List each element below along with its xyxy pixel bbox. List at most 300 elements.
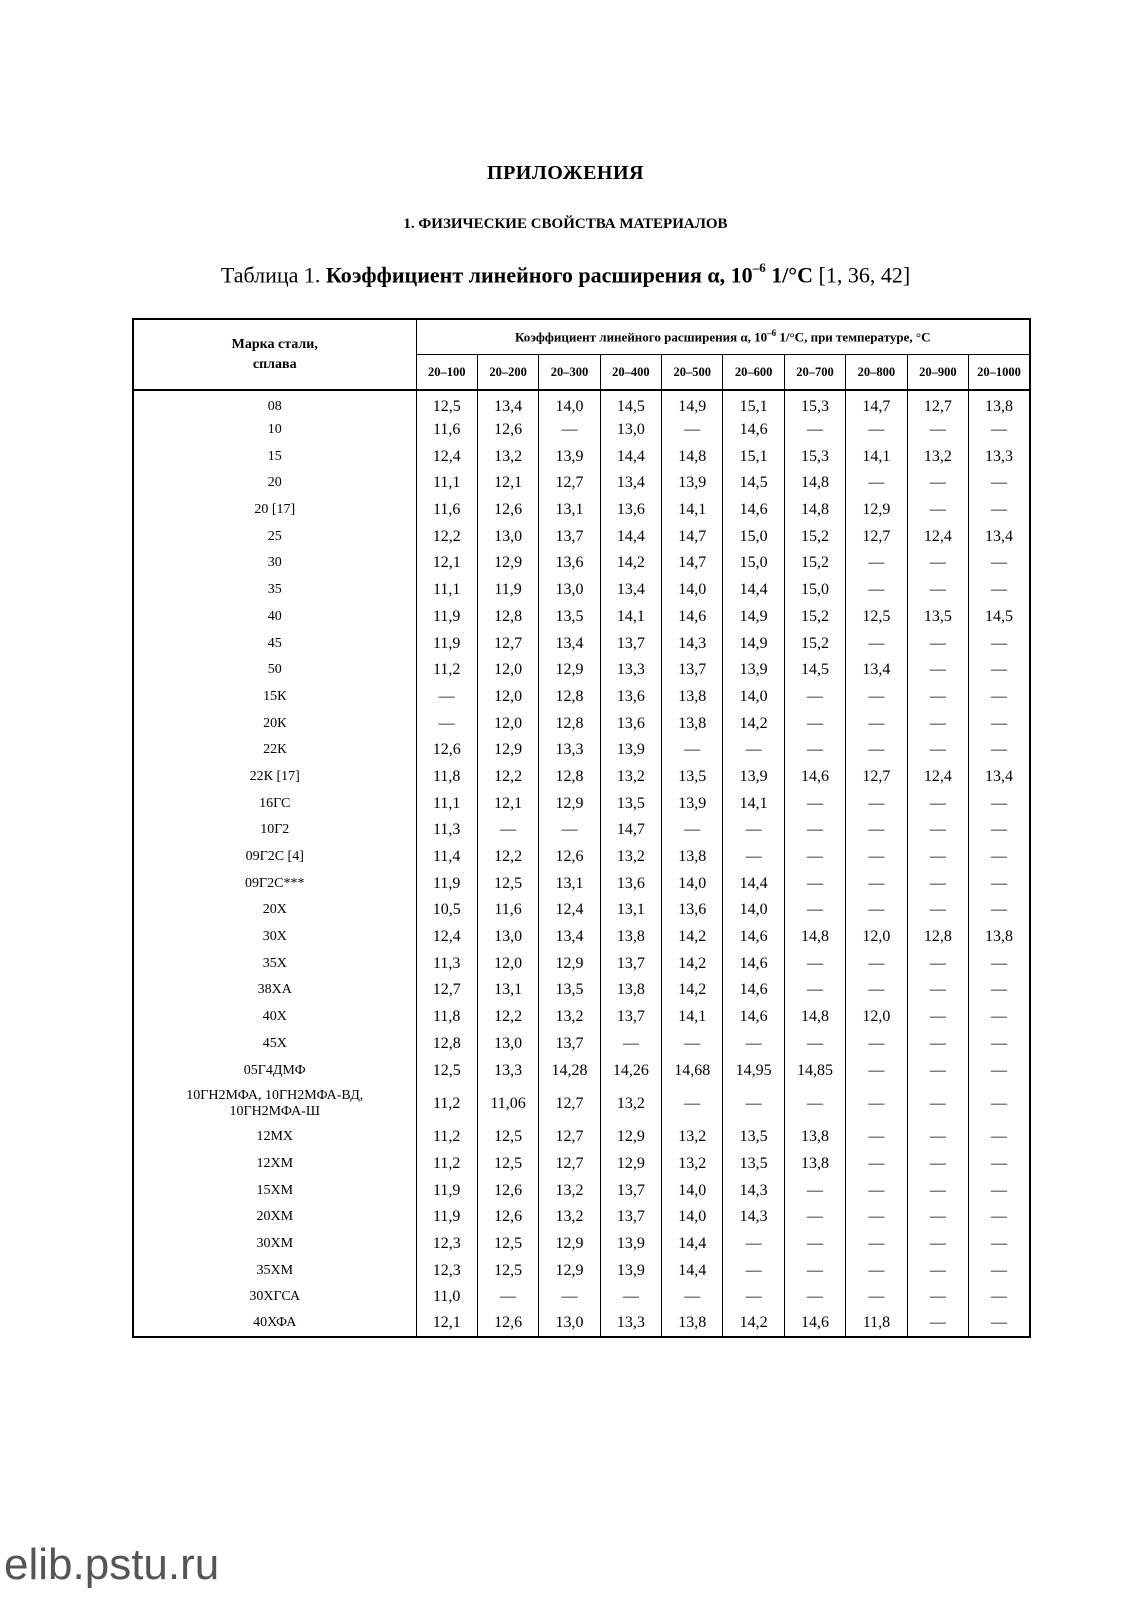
coefficient-value-cell: 13,0	[477, 924, 538, 951]
coefficient-value-cell: 12,4	[416, 443, 477, 470]
coefficient-value-cell: 12,5	[416, 1057, 477, 1084]
coefficient-value-cell: 13,7	[539, 1031, 600, 1058]
grade-header-line1: Марка стали,	[231, 336, 318, 352]
coefficient-value-cell: —	[600, 1284, 661, 1311]
coefficient-value-cell: —	[846, 470, 907, 497]
steel-grade-cell: 20К	[133, 710, 416, 737]
coefficient-value-cell: 13,9	[723, 657, 784, 684]
coefficient-value-cell: —	[846, 844, 907, 871]
table-row	[133, 657, 1030, 684]
coefficient-value-cell: 14,5	[600, 390, 661, 417]
coefficient-value-cell: 12,6	[477, 417, 538, 444]
steel-grade-cell: 40Х	[133, 1004, 416, 1031]
table-row	[133, 1284, 1030, 1311]
coefficient-value-cell: 12,8	[539, 710, 600, 737]
steel-grade-cell: 35ХМ	[133, 1257, 416, 1284]
coefficient-value-cell: —	[969, 1151, 1030, 1178]
table-row	[133, 577, 1030, 604]
coefficient-value-cell: —	[723, 1084, 784, 1124]
coefficient-value-cell: —	[784, 1284, 845, 1311]
coefficient-value-cell: —	[969, 1177, 1030, 1204]
coefficient-value-cell: —	[723, 1257, 784, 1284]
coefficient-value-cell: 13,4	[477, 390, 538, 417]
coefficient-value-cell: 12,0	[846, 1004, 907, 1031]
coefficient-value-cell: 11,1	[416, 470, 477, 497]
coefficient-value-cell: —	[969, 844, 1030, 871]
coefficient-value-cell: 11,6	[416, 497, 477, 524]
coefficient-value-cell: 11,9	[477, 577, 538, 604]
temperature-range-header: 20–700	[784, 355, 845, 391]
coefficient-value-cell: 15,1	[723, 390, 784, 417]
coefficient-value-cell: 12,6	[477, 1311, 538, 1338]
coefficient-value-cell: 12,6	[539, 844, 600, 871]
steel-grade-cell: 50	[133, 657, 416, 684]
coefficient-value-cell: —	[907, 630, 968, 657]
coefficient-value-cell: 14,4	[662, 1231, 723, 1258]
coefficient-value-cell: 13,8	[600, 977, 661, 1004]
coefficient-value-cell: 13,4	[846, 657, 907, 684]
table-row	[133, 1311, 1030, 1338]
coefficient-value-cell: 11,2	[416, 1084, 477, 1124]
table-row	[133, 977, 1030, 1004]
coefficient-value-cell: 13,0	[539, 577, 600, 604]
coefficient-value-cell: 14,1	[723, 790, 784, 817]
coefficient-value-cell: 13,6	[539, 550, 600, 577]
coefficient-value-cell: —	[662, 1284, 723, 1311]
coefficient-value-cell: —	[784, 1257, 845, 1284]
table-row	[133, 710, 1030, 737]
coefficient-value-cell: 14,8	[784, 924, 845, 951]
coefficient-value-cell: 13,8	[600, 924, 661, 951]
coefficient-value-cell: —	[784, 737, 845, 764]
coefficient-value-cell: —	[846, 737, 907, 764]
coefficient-value-cell: —	[969, 1231, 1030, 1258]
coefficient-value-cell: —	[907, 870, 968, 897]
coefficient-value-cell: 12,4	[907, 764, 968, 791]
coefficient-value-cell: 14,5	[784, 657, 845, 684]
steel-grade-cell: 40	[133, 604, 416, 631]
table-row	[133, 737, 1030, 764]
coefficient-value-cell: —	[969, 897, 1030, 924]
coefficient-value-cell: 14,1	[846, 443, 907, 470]
coefficient-value-cell: —	[846, 977, 907, 1004]
coefficient-value-cell: —	[723, 844, 784, 871]
coefficient-value-cell: 14,2	[600, 550, 661, 577]
coefficient-value-cell: 13,8	[662, 844, 723, 871]
coefficient-value-cell: 12,7	[539, 1084, 600, 1124]
coefficient-value-cell: —	[846, 577, 907, 604]
caption-title: Коэффициент линейного расширения α, 10	[325, 262, 753, 288]
coefficient-value-cell: 12,8	[907, 924, 968, 951]
group-header-tail: 1/°C, при температуре, °C	[776, 329, 931, 345]
coefficient-value-cell: 13,0	[477, 523, 538, 550]
coefficient-value-cell: 14,6	[723, 977, 784, 1004]
coefficient-value-cell: 12,2	[477, 1004, 538, 1031]
coefficient-value-cell: —	[846, 950, 907, 977]
coefficient-value-cell: 13,9	[600, 1257, 661, 1284]
coefficient-value-cell: 11,06	[477, 1084, 538, 1124]
coefficient-value-cell: —	[784, 897, 845, 924]
coefficient-value-cell: —	[907, 1231, 968, 1258]
steel-grade-cell: 40ХФА	[133, 1311, 416, 1338]
coefficient-value-cell: —	[969, 1084, 1030, 1124]
table-row	[133, 523, 1030, 550]
coefficient-value-cell: 13,6	[662, 897, 723, 924]
coefficient-value-cell: 14,6	[723, 950, 784, 977]
table-row	[133, 1084, 1030, 1124]
coefficient-value-cell: 12,9	[846, 497, 907, 524]
table-row	[133, 470, 1030, 497]
coefficient-value-cell: —	[969, 1004, 1030, 1031]
coefficient-value-cell: 14,4	[723, 870, 784, 897]
coefficient-value-cell: —	[969, 684, 1030, 711]
coefficient-value-cell: 13,0	[539, 1311, 600, 1338]
coefficient-value-cell: 12,1	[416, 1311, 477, 1338]
coefficient-value-cell: 13,0	[600, 417, 661, 444]
table-row	[133, 630, 1030, 657]
coefficient-value-cell: 14,6	[723, 1004, 784, 1031]
steel-grade-cell: 05Г4ДМФ	[133, 1057, 416, 1084]
steel-grade-cell: 30ХМ	[133, 1231, 416, 1258]
table-row	[133, 790, 1030, 817]
table-row	[133, 924, 1030, 951]
coefficient-value-cell: 12,6	[477, 497, 538, 524]
table-row	[133, 1177, 1030, 1204]
coefficient-value-cell: 13,8	[662, 684, 723, 711]
coefficient-value-cell: —	[907, 1057, 968, 1084]
coefficient-value-cell: 12,5	[477, 1231, 538, 1258]
coefficient-value-cell: 10,5	[416, 897, 477, 924]
coefficient-value-cell: —	[784, 1084, 845, 1124]
caption-prefix: Таблица 1.	[220, 262, 326, 288]
coefficient-value-cell: —	[969, 950, 1030, 977]
caption-refs: [1, 36, 42]	[813, 262, 911, 288]
coefficient-value-cell: —	[723, 737, 784, 764]
coefficient-value-cell: 12,7	[416, 977, 477, 1004]
coefficient-value-cell: 13,4	[600, 577, 661, 604]
coefficient-value-cell: 11,6	[477, 897, 538, 924]
coefficient-value-cell: —	[969, 497, 1030, 524]
coefficient-value-cell: —	[784, 1031, 845, 1058]
coefficient-value-cell: —	[846, 1057, 907, 1084]
coefficient-value-cell: 14,3	[723, 1177, 784, 1204]
table-caption	[0, 262, 1131, 288]
coefficient-value-cell: 13,9	[600, 1231, 661, 1258]
coefficient-value-cell: —	[784, 870, 845, 897]
coefficient-value-cell: 15,1	[723, 443, 784, 470]
coefficient-value-cell: 13,3	[477, 1057, 538, 1084]
coefficient-value-cell: 14,26	[600, 1057, 661, 1084]
coefficient-value-cell: 13,9	[662, 790, 723, 817]
coefficient-value-cell: —	[907, 1284, 968, 1311]
coefficient-value-cell: —	[907, 1151, 968, 1178]
coefficient-value-cell: 11,9	[416, 1177, 477, 1204]
coefficient-value-cell: 15,0	[784, 577, 845, 604]
coefficient-value-cell: —	[416, 710, 477, 737]
coefficient-value-cell: —	[969, 1204, 1030, 1231]
coefficient-value-cell: —	[416, 684, 477, 711]
coefficient-value-cell: —	[969, 657, 1030, 684]
coefficient-value-cell: 14,7	[846, 390, 907, 417]
table-row	[133, 897, 1030, 924]
coefficient-value-cell: —	[907, 844, 968, 871]
coefficient-value-cell: —	[907, 1204, 968, 1231]
steel-grade-cell: 12МХ	[133, 1124, 416, 1151]
coefficient-value-cell: 13,1	[539, 870, 600, 897]
coefficient-value-cell: —	[846, 1124, 907, 1151]
coefficient-value-cell: —	[907, 577, 968, 604]
coefficient-value-cell: 14,6	[723, 497, 784, 524]
coefficient-value-cell: 14,2	[723, 710, 784, 737]
coefficient-value-cell: —	[907, 817, 968, 844]
table-row	[133, 497, 1030, 524]
coefficient-value-cell: —	[907, 977, 968, 1004]
coefficient-value-cell: 12,9	[539, 790, 600, 817]
coefficient-value-cell: 11,9	[416, 870, 477, 897]
coefficient-value-cell: 14,9	[723, 604, 784, 631]
coefficient-value-cell: 11,9	[416, 1204, 477, 1231]
coefficient-value-cell: 14,0	[662, 1177, 723, 1204]
grade-column-header	[133, 319, 416, 390]
coefficient-value-cell: 12,5	[846, 604, 907, 631]
coefficient-value-cell: 14,2	[662, 924, 723, 951]
coefficient-value-cell: 12,8	[539, 684, 600, 711]
coefficient-value-cell: —	[662, 737, 723, 764]
coefficient-value-cell: 14,5	[723, 470, 784, 497]
coefficient-value-cell: —	[907, 657, 968, 684]
steel-grade-cell: 09Г2С***	[133, 870, 416, 897]
coefficient-value-cell: 13,5	[662, 764, 723, 791]
table-row	[133, 604, 1030, 631]
coefficient-value-cell: 13,2	[662, 1124, 723, 1151]
coefficient-value-cell: —	[846, 1284, 907, 1311]
steel-grade-cell: 20 [17]	[133, 497, 416, 524]
coefficient-value-cell: 14,0	[662, 1204, 723, 1231]
coefficient-value-cell: 14,3	[662, 630, 723, 657]
coefficient-value-cell: 13,4	[539, 924, 600, 951]
temperature-range-header: 20–500	[662, 355, 723, 391]
coefficient-value-cell: 12,6	[477, 1204, 538, 1231]
coefficient-value-cell: 12,9	[477, 737, 538, 764]
coefficient-value-cell: 14,3	[723, 1204, 784, 1231]
coefficient-value-cell: 13,2	[539, 1004, 600, 1031]
coefficient-value-cell: —	[846, 1151, 907, 1178]
coefficient-value-cell: 13,7	[662, 657, 723, 684]
coefficient-value-cell: —	[846, 684, 907, 711]
coefficient-value-cell: —	[969, 470, 1030, 497]
coefficient-value-cell: 11,2	[416, 1124, 477, 1151]
steel-grade-cell: 45	[133, 630, 416, 657]
coefficient-value-cell: 13,0	[477, 1031, 538, 1058]
coefficient-value-cell: —	[784, 950, 845, 977]
table-row	[133, 1151, 1030, 1178]
coefficient-value-cell: —	[969, 630, 1030, 657]
coefficient-value-cell: 12,6	[416, 737, 477, 764]
coefficient-value-cell: —	[662, 817, 723, 844]
coefficient-value-cell: 13,9	[662, 470, 723, 497]
temperature-range-header: 20–100	[416, 355, 477, 391]
coefficient-value-cell: —	[969, 577, 1030, 604]
coefficient-value-cell: 12,9	[539, 1231, 600, 1258]
temperature-range-header: 20–900	[907, 355, 968, 391]
coefficient-value-cell: 12,7	[846, 764, 907, 791]
coefficient-value-cell: —	[846, 897, 907, 924]
watermark: elib.pstu.ru	[4, 1540, 220, 1589]
coefficient-value-cell: 14,0	[723, 897, 784, 924]
coefficient-value-cell: 13,5	[907, 604, 968, 631]
coefficient-value-cell: 13,8	[662, 1311, 723, 1338]
coefficient-value-cell: 13,5	[539, 604, 600, 631]
coefficient-value-cell: 13,6	[600, 684, 661, 711]
steel-grade-cell: 08	[133, 390, 416, 417]
coefficient-value-cell: 12,0	[477, 950, 538, 977]
coefficient-value-cell: 11,2	[416, 657, 477, 684]
coefficient-value-cell: 14,4	[723, 577, 784, 604]
coefficient-value-cell: 11,9	[416, 630, 477, 657]
coefficient-value-cell: 13,3	[539, 737, 600, 764]
coefficient-value-cell: —	[969, 1124, 1030, 1151]
coefficient-value-cell: 12,0	[846, 924, 907, 951]
coefficient-value-cell: 11,9	[416, 604, 477, 631]
steel-grade-cell: 15	[133, 443, 416, 470]
coefficient-value-cell: —	[600, 1031, 661, 1058]
coefficient-value-cell: 11,0	[416, 1284, 477, 1311]
coefficient-value-cell: —	[907, 1124, 968, 1151]
coefficient-value-cell: —	[784, 977, 845, 1004]
steel-grade-cell: 30	[133, 550, 416, 577]
table-row	[133, 417, 1030, 444]
coefficient-value-cell: 14,6	[784, 1311, 845, 1338]
coefficient-value-cell: —	[907, 1257, 968, 1284]
coefficient-value-cell: 15,2	[784, 523, 845, 550]
coefficient-value-cell: 13,6	[600, 870, 661, 897]
coefficient-value-cell: 14,6	[784, 764, 845, 791]
coefficient-value-cell: 13,5	[723, 1151, 784, 1178]
coefficient-value-cell: —	[784, 684, 845, 711]
coefficient-value-cell: —	[784, 790, 845, 817]
coefficient-value-cell: 12,3	[416, 1257, 477, 1284]
coefficient-value-cell: 12,5	[477, 1124, 538, 1151]
coefficient-value-cell: —	[846, 790, 907, 817]
coefficient-value-cell: —	[907, 1311, 968, 1338]
temperature-range-header: 20–400	[600, 355, 661, 391]
coefficient-value-cell: —	[969, 1031, 1030, 1058]
coefficient-value-cell: —	[784, 417, 845, 444]
steel-grade-cell: 16ГС	[133, 790, 416, 817]
steel-grade-cell: 10ГН2МФА, 10ГН2МФА-ВД, 10ГН2МФА-Ш	[133, 1084, 416, 1124]
coefficient-value-cell: 14,8	[784, 470, 845, 497]
coefficient-value-cell: 14,4	[662, 1257, 723, 1284]
steel-grade-cell: 38ХА	[133, 977, 416, 1004]
coefficient-value-cell: 14,4	[600, 523, 661, 550]
coefficient-value-cell: 14,2	[723, 1311, 784, 1338]
coefficient-value-cell: —	[846, 870, 907, 897]
coefficient-value-cell: 11,2	[416, 1151, 477, 1178]
coefficient-value-cell: 14,2	[662, 950, 723, 977]
coefficient-group-header	[416, 319, 1030, 355]
coefficient-value-cell: 13,7	[600, 1004, 661, 1031]
coefficient-value-cell: 12,4	[539, 897, 600, 924]
coefficient-value-cell: 13,8	[662, 710, 723, 737]
coefficient-value-cell: 12,0	[477, 684, 538, 711]
coefficient-value-cell: —	[907, 790, 968, 817]
coefficient-value-cell: 12,4	[907, 523, 968, 550]
coefficient-value-cell: —	[846, 710, 907, 737]
coefficient-value-cell: 14,85	[784, 1057, 845, 1084]
coefficient-value-cell: —	[907, 1031, 968, 1058]
coefficient-value-cell: —	[539, 1284, 600, 1311]
steel-grade-cell: 20Х	[133, 897, 416, 924]
coefficient-value-cell: 13,4	[969, 764, 1030, 791]
coefficient-value-cell: 13,5	[539, 977, 600, 1004]
group-header-text: Коэффициент линейного расширения α, 10	[514, 329, 768, 345]
coefficient-value-cell: —	[969, 417, 1030, 444]
coefficient-value-cell: —	[846, 1257, 907, 1284]
coefficient-value-cell: 12,0	[477, 657, 538, 684]
coefficient-value-cell: 12,1	[477, 470, 538, 497]
coefficient-value-cell: —	[662, 417, 723, 444]
coefficient-value-cell: —	[846, 1204, 907, 1231]
temperature-range-header: 20–200	[477, 355, 538, 391]
coefficient-value-cell: 13,9	[539, 443, 600, 470]
temperature-range-header: 20–300	[539, 355, 600, 391]
coefficient-value-cell: —	[969, 550, 1030, 577]
coefficient-value-cell: 13,2	[600, 764, 661, 791]
coefficient-value-cell: 12,6	[477, 1177, 538, 1204]
coefficient-value-cell: 14,6	[662, 604, 723, 631]
table-row	[133, 1057, 1030, 1084]
coefficient-value-cell: —	[969, 1257, 1030, 1284]
coefficient-value-cell: 14,6	[723, 924, 784, 951]
table-row	[133, 390, 1030, 417]
coefficient-value-cell: 13,4	[539, 630, 600, 657]
coefficient-value-cell: 13,5	[723, 1124, 784, 1151]
coefficient-value-cell: 14,95	[723, 1057, 784, 1084]
caption-unit: 1/°C	[765, 262, 813, 288]
coefficient-value-cell: 14,7	[662, 523, 723, 550]
steel-grade-cell: 20ХМ	[133, 1204, 416, 1231]
coefficient-value-cell: 12,7	[539, 1151, 600, 1178]
coefficient-value-cell: 12,2	[477, 844, 538, 871]
table-row	[133, 684, 1030, 711]
steel-grade-cell: 35	[133, 577, 416, 604]
coefficient-value-cell: —	[969, 1057, 1030, 1084]
coefficient-value-cell: —	[846, 630, 907, 657]
coefficient-value-cell: —	[723, 1284, 784, 1311]
coefficient-value-cell: 13,2	[477, 443, 538, 470]
coefficient-value-cell: 13,6	[600, 710, 661, 737]
coefficient-value-cell: 13,8	[969, 390, 1030, 417]
table-row	[133, 1124, 1030, 1151]
coefficient-value-cell: —	[969, 1284, 1030, 1311]
coefficient-value-cell: 14,1	[662, 1004, 723, 1031]
coefficient-value-cell: 12,9	[477, 550, 538, 577]
steel-grade-cell: 15ХМ	[133, 1177, 416, 1204]
coefficient-value-cell: 12,1	[477, 790, 538, 817]
coefficient-value-cell: —	[846, 1231, 907, 1258]
coefficient-value-cell: —	[539, 817, 600, 844]
coefficient-value-cell: 12,5	[477, 870, 538, 897]
coefficient-value-cell: 11,4	[416, 844, 477, 871]
coefficient-value-cell: —	[784, 1231, 845, 1258]
coefficient-value-cell: 14,6	[723, 417, 784, 444]
coefficient-value-cell: 13,9	[723, 764, 784, 791]
coefficient-value-cell: —	[907, 950, 968, 977]
caption-exponent: –6	[752, 260, 766, 275]
coefficient-value-cell: —	[846, 1084, 907, 1124]
coefficient-value-cell: —	[969, 790, 1030, 817]
coefficient-value-cell: 13,8	[784, 1124, 845, 1151]
